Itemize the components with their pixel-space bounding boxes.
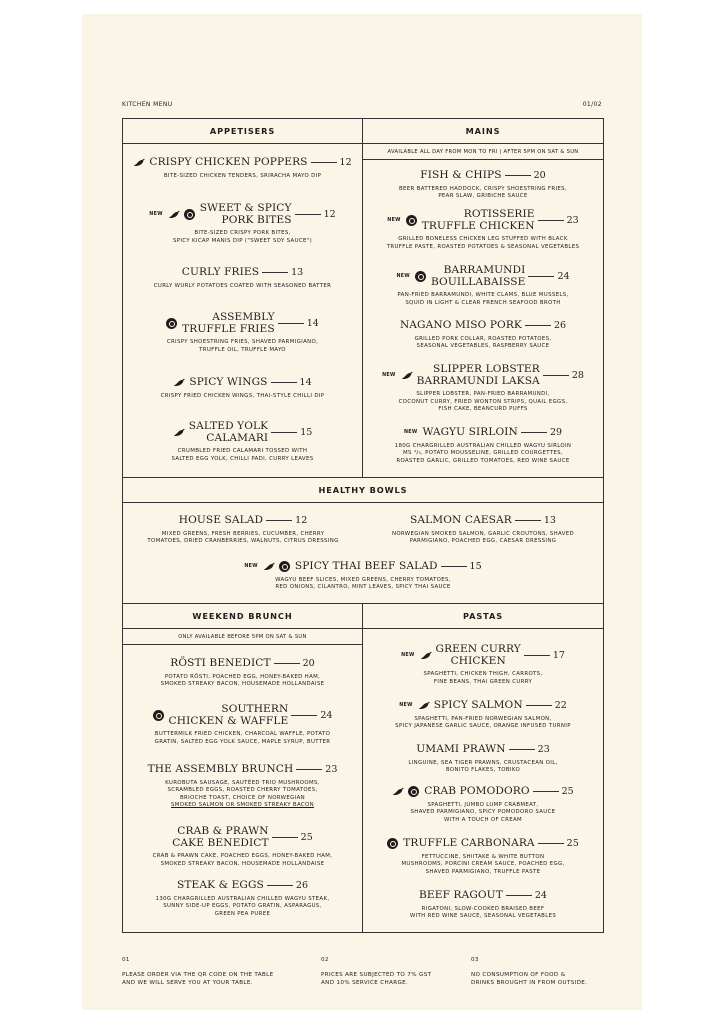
chili-pepper-icon (418, 701, 431, 710)
footer-note-pricing: 02 PRICES ARE SUBJECTED TO 7% GST AND 10% SERVICE CHARGE. (321, 957, 432, 986)
menu-item-slipper-lobster-barramundi-laksa (363, 364, 603, 414)
section-heading-healthy-bowls: HEALTHY BOWLS (123, 478, 603, 503)
menu-item-green-curry-chicken (363, 644, 603, 686)
mains-section (363, 119, 603, 477)
item-price: 25 (300, 832, 313, 843)
healthy-bowls-section (122, 478, 604, 604)
item-price: 15 (300, 427, 313, 438)
footer-note-ordering: 01 PLEASE ORDER VIA THE QR CODE ON THE TABLE AND WE WILL SERVE YOU AT YOUR TABLE. (122, 957, 274, 986)
item-description: LINGUINE, SEA TIGER PRAWNS, CRUSTACEAN OIL, BONITO FLAKES, TOBIKO (408, 759, 558, 774)
item-name: TRUFFLE CARBONARA (403, 837, 535, 849)
new-tag: NEW (403, 430, 418, 436)
item-description: GRILLED BONELESS CHICKEN LEG STUFFED WITH BLACK TRUFFLE PASTE, ROASTED POTATOES & SEASONAL VEGETABLES (386, 236, 580, 250)
item-price: 22 (554, 700, 567, 712)
price-leader (278, 323, 304, 324)
item-price: 26 (553, 320, 567, 332)
new-tag: NEW (149, 212, 163, 217)
item-name: CRAB & PRAWN CAKE BENEDICT (172, 825, 269, 849)
item-name: RÖSTI BENEDICT (170, 657, 271, 669)
price-leader (262, 272, 288, 273)
menu-item-spicy-wings (123, 377, 362, 400)
item-name: BEEF RAGOUT (419, 889, 503, 901)
item-description: FETTUCCINE, SHIITAKE & WHITE BUTTON MUSHROOMS, PORCINI CREAM SAUCE, POACHED EGG, SHAVED PARMIGIANO, TRUFFLE PASTE (401, 853, 565, 875)
item-description: SPAGHETTI, PAN-FRIED NORWEGIAN SALMON, SPICY JAPANESE GARLIC SAUCE, ORANGE INFUSED TURNIP (395, 715, 571, 730)
brunch-availability-note: ONLY AVAILABLE BEFORE 5PM ON SAT & SUN (123, 629, 362, 645)
item-description: BITE-SIZED CHICKEN TENDERS, SRIRACHA MAYO DIP (163, 172, 322, 179)
price-leader (311, 162, 337, 163)
menu-item-salted-yolk-calamari (123, 421, 362, 463)
chili-pepper-icon (401, 371, 414, 380)
item-description: GRILLED PORK COLLAR, ROASTED POTATOES, SEASONAL VEGETABLES, RASPBERRY SAUCE (414, 335, 552, 350)
item-name: CURLY FRIES (181, 266, 260, 278)
item-description: 130G CHARGRILLED AUSTRALIAN CHILLED WAGYU STEAK, SUNNY SIDE-UP EGGS, POTATO GRATIN, ASPARAGUS, GREEN PEA PUREE (155, 895, 330, 917)
item-price: 28 (571, 370, 584, 381)
item-name: NAGANO MISO PORK (399, 319, 522, 331)
item-description: 180G CHARGRILLED AUSTRALIAN CHILLED WAGYU SIRLOIN MS ⁴/₅, POTATO MOUSSELINE, GRILLED COURGETTES, ROASTED GARLIC, GRILLED TOMATOES, RED WINE SAUCE (394, 442, 572, 464)
item-description: CRISPY FRIED CHICKEN WINGS, THAI-STYLE CHILLI DIP (160, 392, 325, 399)
footer-note-outside-food: 03 NO CONSUMPTION OF FOOD & DRINKS BROUGHT IN FROM OUTSIDE. (471, 957, 588, 986)
item-price: 24 (320, 710, 333, 721)
item-price: 15 (469, 561, 482, 573)
item-price: 23 (325, 764, 338, 776)
item-name: CRISPY CHICKEN POPPERS (149, 156, 308, 168)
item-price: 23 (566, 215, 579, 226)
item-name: THE ASSEMBLY BRUNCH (147, 763, 294, 775)
menu-item-crab-pomodoro (363, 786, 603, 824)
item-name: UMAMI PRAWN (416, 743, 506, 755)
price-leader (441, 566, 467, 567)
item-description: WAGYU BEEF SLICES, MIXED GREENS, CHERRY TOMATOES, RED ONIONS, CILANTRO, MINT LEAVES, SPICY THAI SAUCE (275, 576, 451, 591)
price-leader (526, 705, 552, 706)
menu-item-curly-fries (123, 267, 362, 290)
item-price: 25 (561, 786, 574, 798)
menu-item-wagyu-sirloin (363, 427, 603, 465)
new-tag: NEW (244, 564, 258, 570)
menu-item-rotisserie-truffle-chicken (363, 209, 603, 251)
item-name: SOUTHERN CHICKEN & WAFFLE (168, 703, 289, 727)
chili-pepper-icon (420, 651, 433, 660)
new-tag: NEW (396, 274, 410, 279)
price-leader (525, 325, 551, 326)
chili-pepper-icon (173, 428, 186, 437)
page-number: 01/02 (582, 101, 602, 108)
price-leader (296, 769, 322, 770)
item-description: CRUMBLED FRIED CALAMARI TOSSED WITH SALTED EGG YOLK, CHILLI PADI, CURRY LEAVES (171, 448, 314, 462)
truffle-icon (406, 215, 417, 226)
price-leader (271, 382, 297, 383)
item-description: CURLY WURLY POTATOES COATED WITH SEASONED BATTER (153, 282, 332, 289)
item-description: SPAGHETTI, CHICKEN THIGH, CARROTS, FINE BEANS, THAI GREEN CURRY (423, 671, 543, 685)
new-tag: NEW (399, 703, 413, 709)
item-description: BUTTERMILK FRIED CHICKEN, CHARCOAL WAFFLE, POTATO GRATIN, SALTED EGG YOLK SAUCE, MAPLE SYRUP, BUTTER (154, 731, 331, 745)
menu-item-assembly-truffle-fries (123, 312, 362, 354)
truffle-icon (184, 209, 195, 220)
item-name: SALMON CAESAR (410, 514, 512, 526)
item-name: WAGYU SIRLOIN (422, 426, 518, 438)
item-name: SPICY SALMON (433, 699, 523, 711)
item-description: BITE-SIZED CRISPY PORK BITES, SPICY KICAP MANIS DIP ("SWEET SOY SAUCE") (172, 230, 313, 244)
truffle-icon (153, 710, 164, 721)
menu-item-beef-ragout (363, 890, 603, 921)
menu-title: KITCHEN MENU (122, 101, 173, 108)
mains-availability-note: AVAILABLE ALL DAY FROM MON TO FRI | AFTER 5PM ON SAT & SUN (363, 144, 603, 160)
item-price: 24 (557, 271, 570, 282)
item-price: 25 (566, 838, 579, 850)
item-name: BARRAMUNDI BOUILLABAISSE (430, 264, 526, 288)
menu-item-rosti-benedict (123, 658, 362, 689)
price-leader (272, 837, 298, 838)
item-price: 12 (295, 515, 308, 527)
item-name: SPICY WINGS (189, 376, 268, 388)
item-name: GREEN CURRY CHICKEN (435, 643, 521, 667)
section-heading-weekend-brunch: WEEKEND BRUNCH (123, 604, 362, 629)
menu-item-crispy-chicken-poppers (123, 157, 362, 180)
menu-item-barramundi-bouillabaisse (363, 265, 603, 307)
menu-item-steak-and-eggs (123, 880, 362, 918)
item-price: 20 (302, 658, 315, 670)
pastas-section (363, 604, 603, 932)
menu-item-spicy-thai-beef-salad (123, 561, 603, 592)
item-price: 26 (295, 880, 308, 892)
section-heading-pastas: PASTAS (363, 604, 603, 629)
menu-item-house-salad (123, 515, 363, 546)
item-price: 17 (552, 650, 565, 661)
item-price: 24 (534, 890, 547, 902)
menu-item-umami-prawn (363, 744, 603, 775)
chili-pepper-icon (263, 562, 276, 571)
price-leader (291, 715, 317, 716)
item-name: FISH & CHIPS (420, 169, 502, 181)
menu-item-southern-chicken-waffle (123, 704, 362, 746)
price-leader (528, 276, 554, 277)
price-leader (524, 655, 550, 656)
item-name: SPICY THAI BEEF SALAD (294, 560, 438, 572)
item-description: PAN-FRIED BARRAMUNDI, WHITE CLAMS, BLUE MUSSELS, SQUID IN LIGHT & CLEAR FRENCH SEAFOOD BROTH (397, 292, 569, 306)
chili-pepper-icon (173, 378, 186, 387)
new-tag: NEW (387, 218, 401, 223)
item-name: SALTED YOLK CALAMARI (188, 420, 269, 444)
new-tag: NEW (401, 653, 415, 658)
price-leader (533, 791, 559, 792)
item-description: KUROBUTA SAUSAGE, SAUTÉED TRIO MUSHROOMS, SCRAMBLED EGGS, ROASTED CHERRY TOMATOES, BRIOCHE TOAST, CHOICE OF NORWEGIAN SMOKED SALMON OR SMOKED STREAKY BACON (165, 779, 320, 809)
price-leader (509, 749, 535, 750)
item-price: 23 (537, 744, 550, 756)
item-name: SLIPPER LOBSTER BARRAMUNDI LAKSA (416, 363, 540, 387)
item-name: ROTISSERIE TRUFFLE CHICKEN (421, 208, 535, 232)
section-heading-mains: MAINS (363, 119, 603, 144)
appetisers-mains-block (122, 118, 604, 478)
item-description: NORWEGIAN SMOKED SALMON, GARLIC CROUTONS, SHAVED PARMIGIANO, POACHED EGG, CAESAR DRESSING (391, 530, 575, 545)
section-heading-appetisers: APPETISERS (123, 119, 362, 144)
menu-item-truffle-carbonara (363, 838, 603, 876)
menu-item-sweet-spicy-pork-bites (123, 203, 362, 245)
item-name: HOUSE SALAD (178, 514, 264, 526)
weekend-brunch-section (123, 604, 363, 932)
item-price: 29 (549, 427, 563, 439)
price-leader (271, 432, 297, 433)
item-description: POTATO RÖSTI, POACHED EGG, HONEY-BAKED HAM, SMOKED STREAKY BACON, HOUSEMADE HOLLANDAISE (160, 673, 325, 688)
item-name: ASSEMBLY TRUFFLE FRIES (182, 311, 275, 335)
menu-item-fish-and-chips (363, 170, 603, 201)
menu-item-crab-prawn-cake-benedict (123, 826, 362, 868)
brunch-pastas-block (122, 604, 604, 933)
price-leader (267, 885, 293, 886)
item-description: BEER BATTERED HADDOCK, CRISPY SHOESTRING FRIES, PEAR SLAW, GRIBICHE SAUCE (398, 185, 568, 200)
item-description: MIXED GREENS, FRESH BERRIES, CUCUMBER, CHERRY TOMATOES, DRIED CRANBERRIES, WALNUTS, CITRUS DRESSING (147, 530, 339, 545)
item-name: STEAK & EGGS (177, 879, 264, 891)
truffle-icon (166, 318, 177, 329)
item-description: SLIPPER LOBSTER, PAN-FRIED BARRAMUNDI, COCONUT CURRY, FRIED WONTON STRIPS, QUAIL EGGS, FISH CAKE, BEANCURD PUFFS (398, 391, 568, 413)
item-name: CRAB POMODORO (424, 785, 530, 797)
chili-pepper-icon (168, 210, 181, 219)
item-price: 13 (291, 267, 304, 279)
menu-item-spicy-salmon (363, 700, 603, 731)
item-price: 14 (306, 318, 319, 329)
menu-item-the-assembly-brunch (123, 764, 362, 810)
item-price: 12 (339, 157, 352, 169)
price-leader (505, 175, 531, 176)
new-tag: NEW (382, 373, 396, 378)
menu-header (122, 101, 602, 108)
item-description: CRAB & PRAWN CAKE, POACHED EGGS, HONEY-BAKED HAM, SMOKED STREAKY BACON, HOUSEMADE HOLLANDAISE (152, 853, 333, 867)
truffle-icon (279, 561, 290, 572)
item-description: RIGATONI, SLOW-COOKED BRAISED BEEF WITH RED WINE SAUCE, SEASONAL VEGETABLES (409, 905, 557, 920)
item-description: SPAGHETTI, JUMBO LUMP CRABMEAT, SHAVED PARMIGIANO, SPICY POMODORO SAUCE WITH A TOUCH OF CREAM (410, 801, 556, 823)
price-leader (506, 895, 532, 896)
price-leader (295, 214, 321, 215)
price-leader (543, 375, 569, 376)
price-leader (538, 843, 564, 844)
chili-pepper-icon (392, 787, 405, 796)
chili-pepper-icon (133, 158, 146, 167)
truffle-icon (408, 786, 419, 797)
item-description: CRISPY SHOESTRING FRIES, SHAVED PARMIGIANO, TRUFFLE OIL, TRUFFLE MAYO (166, 339, 319, 353)
price-leader (521, 432, 547, 433)
menu-item-salmon-caesar (363, 515, 603, 546)
truffle-icon (387, 838, 398, 849)
item-name: SWEET & SPICY PORK BITES (199, 202, 292, 226)
appetisers-section (123, 119, 363, 477)
menu-page (82, 14, 642, 1010)
price-leader (515, 520, 541, 521)
truffle-icon (415, 271, 426, 282)
item-price: 20 (533, 170, 546, 182)
item-price: 13 (543, 515, 556, 527)
price-leader (274, 663, 300, 664)
item-price: 12 (323, 209, 336, 220)
price-leader (538, 220, 564, 221)
price-leader (266, 520, 292, 521)
menu-item-nagano-miso-pork (363, 320, 603, 351)
item-price: 14 (299, 377, 312, 389)
